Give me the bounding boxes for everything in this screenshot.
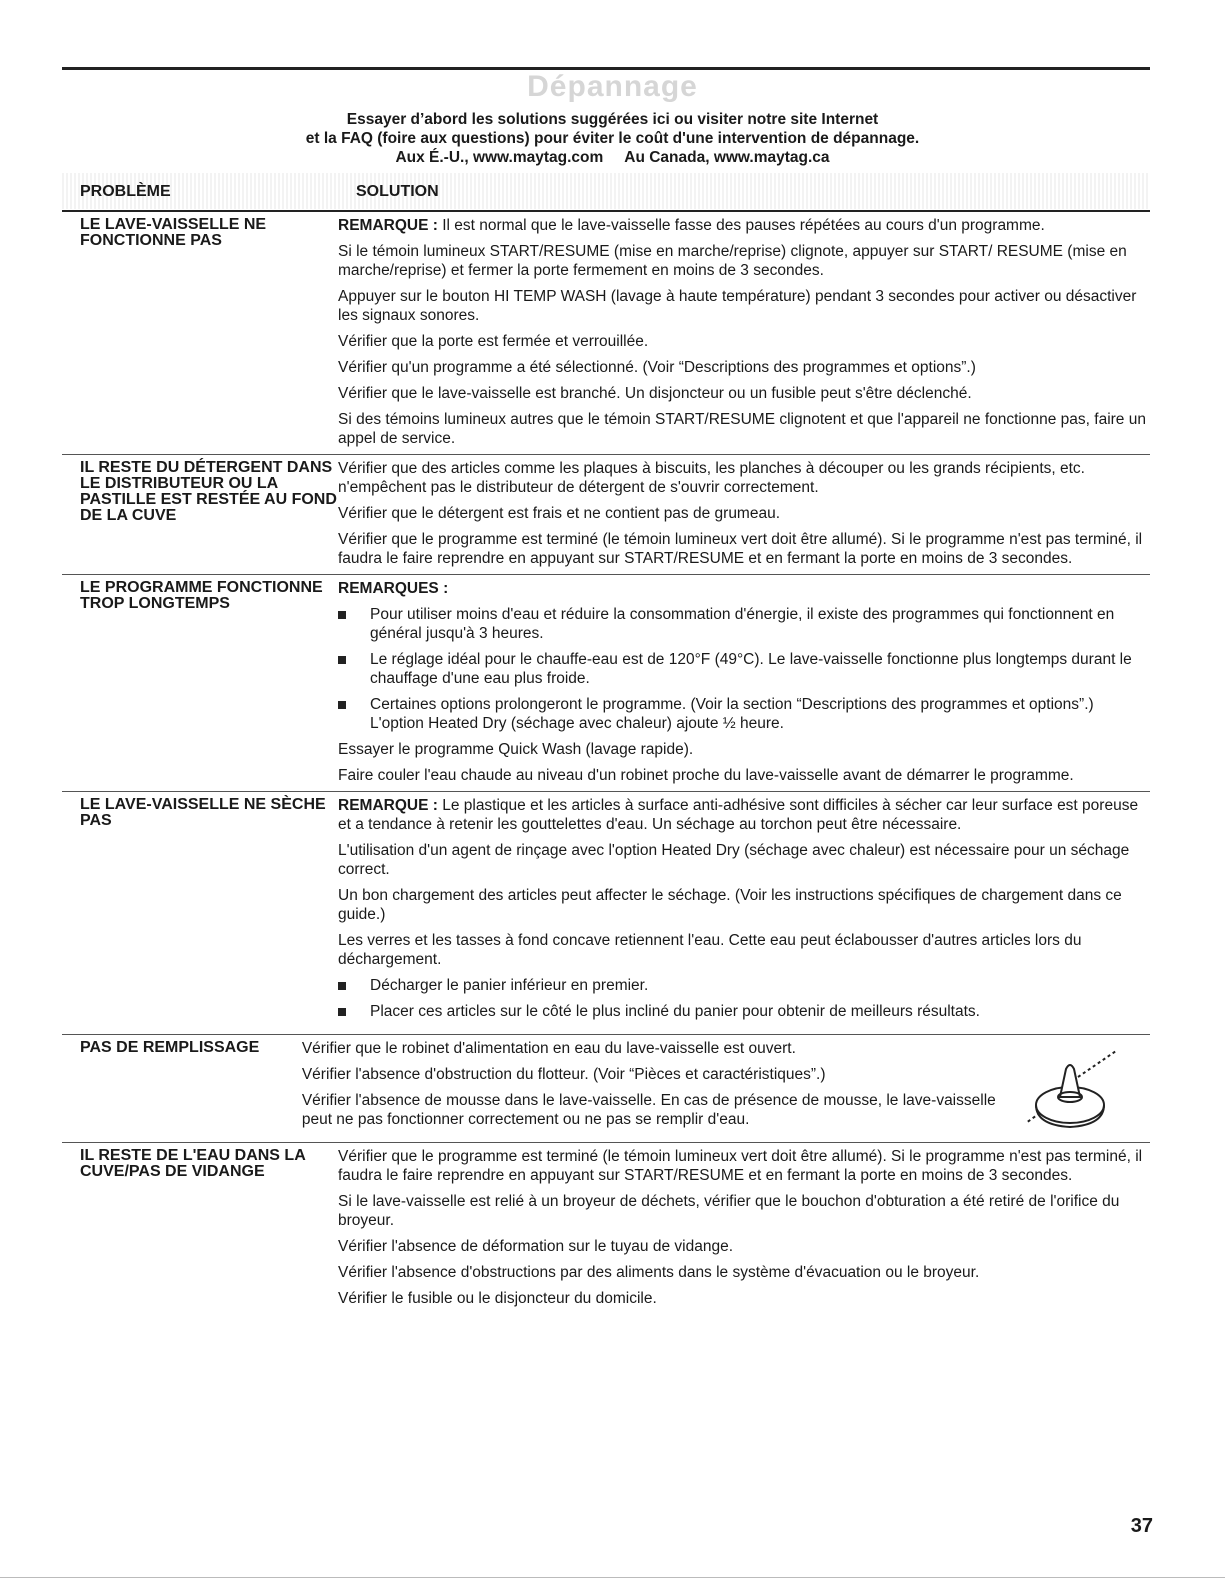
table-row xyxy=(62,1142,1150,1314)
page-number: 37 xyxy=(1130,1515,1153,1537)
bullet-text: Décharger le panier inférieur en premier. xyxy=(370,977,649,994)
bullet-item xyxy=(338,605,1150,643)
solution-text: Vérifier que le programme est terminé (le témoin lumineux vert doit être allumé). Si le programme n'est pas terminé, il faudra le faire reprendre en appuyant sur START/RESUME et en fermant la porte en moins de 3 secondes. xyxy=(338,1148,1143,1184)
intro-line: Essayer d’abord les solutions suggérées ici ou visiter notre site Internet xyxy=(346,111,879,128)
solution-paragraph xyxy=(338,1147,1150,1185)
solution-paragraph xyxy=(338,504,1150,523)
solution-text: Vérifier l'absence d'obstructions par des aliments dans le système d'évacuation ou le broyeur. xyxy=(338,1264,980,1281)
solution-paragraph xyxy=(338,796,1150,834)
solution-paragraph xyxy=(302,1091,1000,1129)
solution-text: Le plastique et les articles à surface anti-adhésive sont difficiles à sécher car leur surface est poreuse et a tendance à retenir les gouttelettes d'eau. Un séchage au torchon peut être nécessaire. xyxy=(338,797,1139,833)
solution-paragraph xyxy=(338,886,1150,924)
bullet-text: Placer ces articles sur le côté le plus incliné du panier pour obtenir de meilleurs résultats. xyxy=(370,1003,980,1020)
solution-paragraph xyxy=(338,332,1150,351)
solution-cell xyxy=(338,792,1150,1034)
solution-paragraph xyxy=(338,1192,1150,1230)
intro-text xyxy=(0,110,1225,167)
problem-cell: LE LAVE-VAISSELLE NE FONCTIONNE PAS xyxy=(80,216,267,249)
solution-paragraph xyxy=(302,1065,1000,1084)
table-row xyxy=(62,1034,1150,1142)
solution-cell xyxy=(338,455,1150,574)
problem-cell: LE PROGRAMME FONCTIONNE TROP LONGTEMPS xyxy=(80,579,323,612)
bullet-square-icon xyxy=(338,605,370,643)
solution-text: Vérifier que des articles comme les plaques à biscuits, les planches à découper ou les grands récipients, etc. n'empêchent pas le distributeur de détergent de s'ouvrir correctement. xyxy=(338,460,1085,496)
solution-paragraph xyxy=(338,1263,1150,1282)
table-header-band xyxy=(62,173,1150,209)
bullet-item xyxy=(338,1002,1150,1021)
problem-cell: LE LAVE-VAISSELLE NE SÈCHE PAS xyxy=(80,796,326,829)
solution-paragraph xyxy=(338,1289,1150,1308)
intro-line: et la FAQ (foire aux questions) pour éviter le coût d'une intervention de dépannage. xyxy=(305,130,920,147)
note-label: REMARQUE : xyxy=(338,797,443,814)
solution-text: Vérifier que le détergent est frais et ne contient pas de grumeau. xyxy=(338,505,781,522)
solution-text: Vérifier que la porte est fermée et verrouillée. xyxy=(338,333,649,350)
solution-text: Si le témoin lumineux START/RESUME (mise en marche/reprise) clignote, appuyer sur START/ RESUME (mise en marche/reprise) et fermer la porte fermement en moins de 3 secondes. xyxy=(338,243,1127,279)
page-title: Dépannage xyxy=(527,70,698,103)
bullet-text: Le réglage idéal pour le chauffe-eau est de 120°F (49°C). Le lave-vaisselle fonctionne plus longtemps durant le chauffage d'une eau plus froide. xyxy=(370,651,1132,687)
solution-paragraph xyxy=(338,216,1150,235)
bullet-square-icon xyxy=(338,976,370,995)
table-row xyxy=(62,454,1150,574)
bullet-item xyxy=(338,695,1150,733)
solution-text: Si des témoins lumineux autres que le témoin START/RESUME clignotent et que l'appareil ne fonctionne pas, faire un appel de service. xyxy=(338,411,1146,447)
table-row xyxy=(62,791,1150,1034)
solution-paragraph xyxy=(338,766,1150,785)
bullet-square-icon xyxy=(338,695,370,733)
solution-cell xyxy=(338,212,1150,454)
solution-text: Faire couler l'eau chaude au niveau d'un robinet proche du lave-vaisselle avant de démarrer le programme. xyxy=(338,767,1074,784)
header-solution: SOLUTION xyxy=(356,183,439,200)
problem-cell: IL RESTE DE L'EAU DANS LA CUVE/PAS DE VIDANGE xyxy=(80,1147,306,1180)
solution-paragraph xyxy=(338,384,1150,403)
problem-cell: PAS DE REMPLISSAGE xyxy=(80,1039,260,1056)
solution-text: Les verres et les tasses à fond concave retiennent l'eau. Cette eau peut éclabousser d'autres articles lors du déchargement. xyxy=(338,932,1082,968)
solution-text: Vérifier que le lave-vaisselle est branché. Un disjoncteur ou un fusible peut s'être déclenché. xyxy=(338,385,972,402)
solution-text: Essayer le programme Quick Wash (lavage rapide). xyxy=(338,741,694,758)
note-label: REMARQUES : xyxy=(338,580,449,597)
solution-text: Vérifier l'absence de déformation sur le tuyau de vidange. xyxy=(338,1238,734,1255)
solution-cell xyxy=(302,1035,1150,1142)
bullet-item xyxy=(338,976,1150,995)
solution-text: Vérifier l'absence d'obstruction du flotteur. (Voir “Pièces et caractéristiques”.) xyxy=(301,1066,826,1083)
solution-paragraph xyxy=(338,287,1150,325)
solution-paragraph xyxy=(338,358,1150,377)
solution-paragraph xyxy=(338,579,1150,598)
solution-text: Vérifier qu'un programme a été sélectionné. (Voir “Descriptions des programmes et options”.) xyxy=(338,359,976,376)
solution-text: Vérifier l'absence de mousse dans le lave-vaisselle. En cas de présence de mousse, le lave-vaisselle peut ne pas fonctionner correctement ou ne pas se remplir d'eau. xyxy=(301,1092,996,1128)
solution-text: Vérifier que le robinet d'alimentation en eau du lave-vaisselle est ouvert. xyxy=(301,1040,796,1057)
solution-text: Il est normal que le lave-vaisselle fasse des pauses répétées au cours d'un programme. xyxy=(442,217,1045,234)
solution-cell xyxy=(338,575,1150,791)
solution-paragraph xyxy=(302,1039,1000,1058)
bullet-text: Certaines options prolongeront le programme. (Voir la section “Descriptions des programmes et options”.) L'option Heated Dry (séchage avec chaleur) ajoute ½ heure. xyxy=(370,696,1094,732)
solution-text: Appuyer sur le bouton HI TEMP WASH (lavage à haute température) pendant 3 secondes pour activer ou désactiver les signaux sonores. xyxy=(338,288,1137,324)
solution-paragraph xyxy=(338,459,1150,497)
solution-text: L'utilisation d'un agent de rinçage avec l'option Heated Dry (séchage avec chaleur) est nécessaire pour un séchage correct. xyxy=(338,842,1130,878)
solution-paragraph xyxy=(338,931,1150,969)
problem-cell: IL RESTE DU DÉTERGENT DANS LE DISTRIBUTEUR OU LA PASTILLE EST RESTÉE AU FOND DE LA CUVE xyxy=(80,459,337,524)
solution-text: Un bon chargement des articles peut affecter le séchage. (Voir les instructions spécifiques de chargement dans ce guide.) xyxy=(338,887,1122,923)
solution-paragraph xyxy=(338,1237,1150,1256)
intro-line: Aux É.-U., www.maytag.com Au Canada, www.maytag.ca xyxy=(395,149,830,166)
solution-text: Vérifier le fusible ou le disjoncteur du domicile. xyxy=(338,1290,657,1307)
bullet-square-icon xyxy=(338,650,370,688)
solution-cell xyxy=(338,1143,1150,1314)
solution-paragraph xyxy=(338,242,1150,280)
solution-paragraph xyxy=(338,740,1150,759)
note-label: REMARQUE : xyxy=(338,217,443,234)
bottom-rule xyxy=(0,1577,1225,1578)
solution-text: Si le lave-vaisselle est relié à un broyeur de déchets, vérifier que le bouchon d'obturation a été retiré de l'orifice du broyeur. xyxy=(338,1193,1120,1229)
solution-paragraph xyxy=(338,410,1150,448)
solution-paragraph xyxy=(338,841,1150,879)
troubleshooting-table xyxy=(62,212,1150,1314)
bullet-item xyxy=(338,650,1150,688)
float-icon xyxy=(1020,1047,1120,1137)
header-problem: PROBLÈME xyxy=(80,183,171,200)
solution-paragraph xyxy=(338,530,1150,568)
table-row xyxy=(62,574,1150,791)
table-row xyxy=(62,212,1150,454)
solution-text: Vérifier que le programme est terminé (le témoin lumineux vert doit être allumé). Si le programme n'est pas terminé, il faudra le faire reprendre en appuyant sur START/RESUME et en fermant la porte en moins de 3 secondes. xyxy=(338,531,1143,567)
bullet-text: Pour utiliser moins d'eau et réduire la consommation d'énergie, il existe des programmes qui fonctionnent en général jusqu'à 3 heures. xyxy=(370,606,1115,642)
bullet-square-icon xyxy=(338,1002,370,1021)
